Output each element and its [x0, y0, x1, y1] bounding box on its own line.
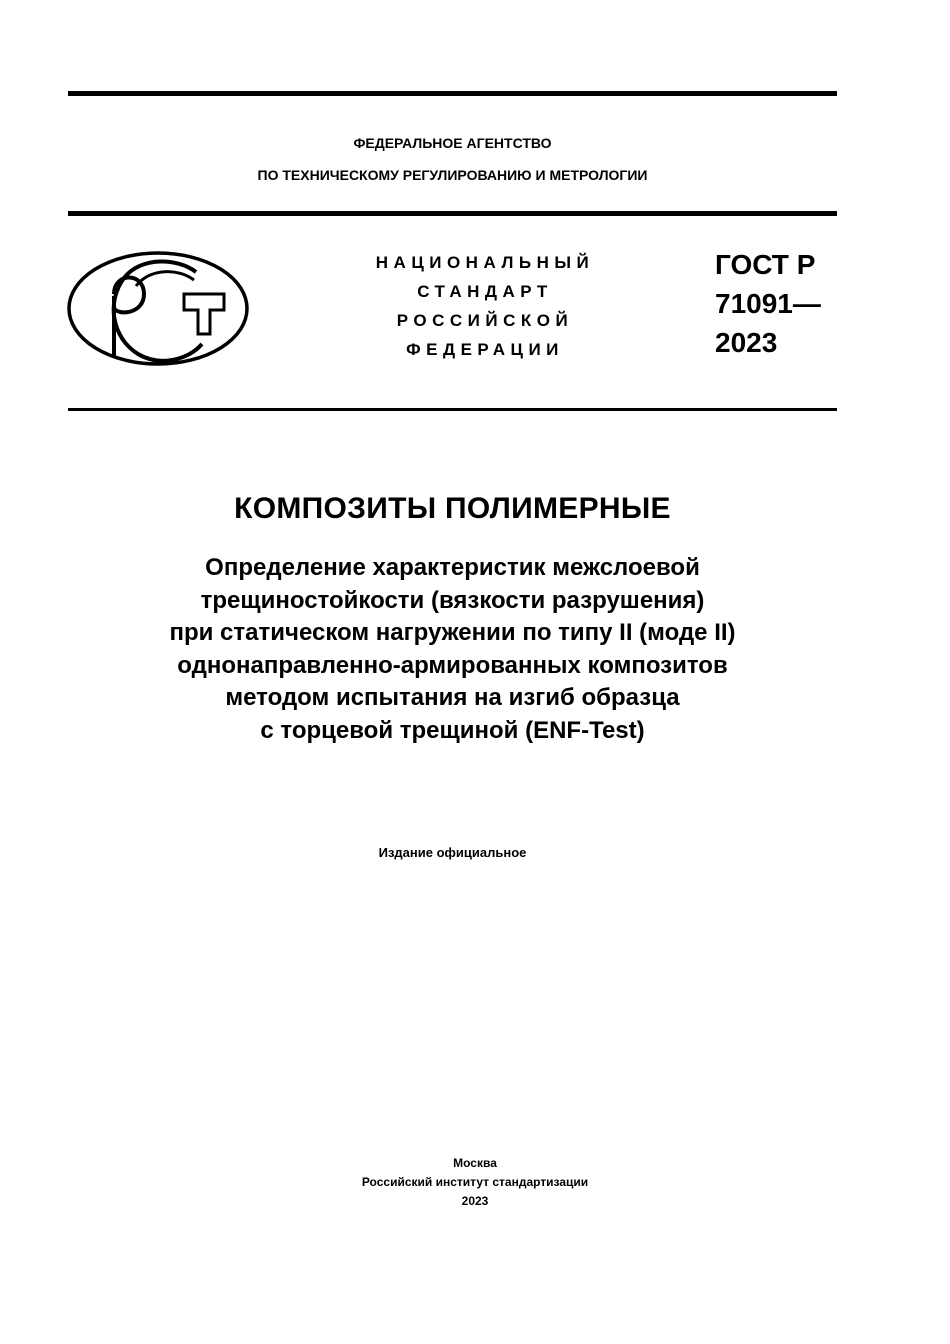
subtitle-line-2: трещиностойкости (вязкости разрушения) — [200, 586, 705, 614]
subtitle-line-3: при статическом нагружении по типу II (моде II) — [169, 619, 736, 646]
agency-name — [68, 127, 837, 191]
imprint-publisher: Российский институт стандартизации — [361, 1175, 589, 1189]
national-line-2: СТАНДАРТ — [417, 282, 553, 301]
national-line-3: РОССИЙСКОЙ — [396, 311, 574, 330]
gost-line-1: ГОСТ Р — [715, 249, 816, 280]
subtitle-line-4: однонаправленно-армированных композитов — [177, 651, 728, 679]
gost-line-3: 2023 — [715, 327, 778, 358]
national-standard-label — [345, 248, 625, 364]
national-line-4: ФЕДЕРАЦИИ — [406, 340, 564, 359]
document-subtitle — [68, 552, 837, 747]
rst-certification-mark-icon — [66, 250, 250, 367]
national-line-1: НАЦИОНАЛЬНЫЙ — [375, 253, 595, 272]
imprint-year: 2023 — [461, 1194, 489, 1208]
subtitle-line-5: методом испытания на изгиб образца — [225, 684, 680, 711]
edition-label: Издание официальное — [378, 845, 527, 860]
agency-line-2: ПО ТЕХНИЧЕСКОМУ РЕГУЛИРОВАНИЮ И МЕТРОЛОГИИ — [257, 167, 648, 183]
agency-line-1: ФЕДЕРАЛЬНОЕ АГЕНТСТВО — [353, 135, 552, 151]
gost-designation — [715, 245, 821, 362]
bottom-rule — [68, 408, 837, 411]
document-title: КОМПОЗИТЫ ПОЛИМЕРНЫЕ — [234, 492, 671, 525]
gost-line-2: 71091— — [715, 288, 821, 319]
top-rule — [68, 91, 837, 96]
imprint-city: Москва — [453, 1156, 497, 1170]
subtitle-line-6: с торцевой трещиной (ENF-Test) — [260, 716, 645, 744]
subtitle-line-1: Определение характеристик межслоевой — [205, 554, 700, 581]
middle-rule — [68, 211, 837, 216]
imprint — [68, 1154, 882, 1211]
